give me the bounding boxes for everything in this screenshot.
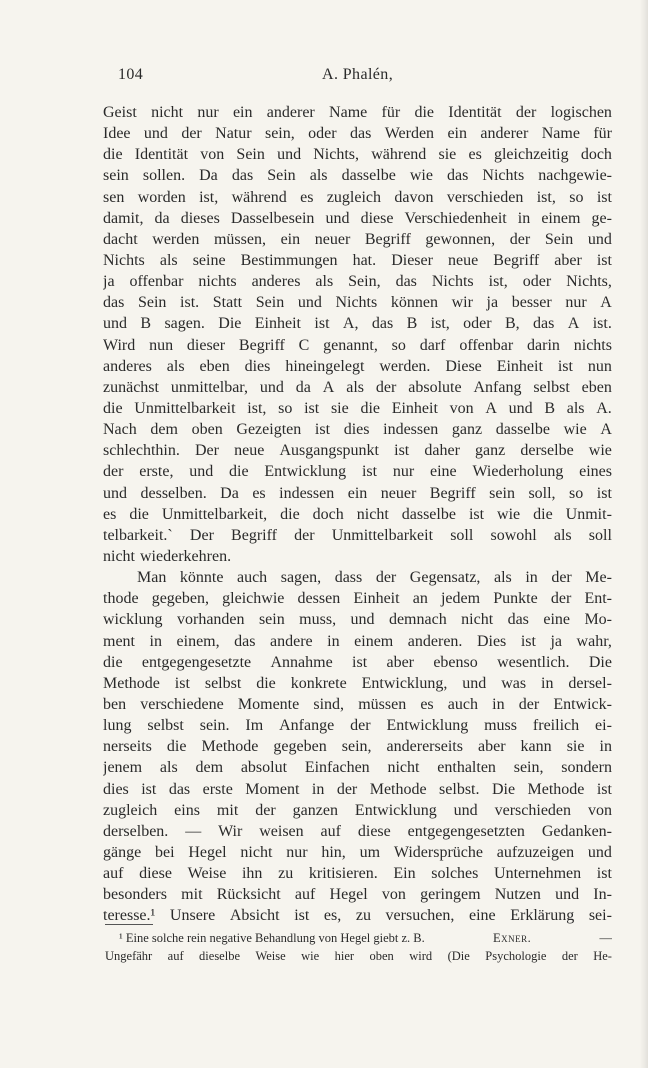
text-line: die Identität von Sein und Nichts, während sie es gleichzeitig doch — [103, 146, 612, 164]
text-line: die entgegengesetzte Annahme ist aber ebenso wesentlich. Die — [103, 653, 612, 671]
text-line: und B sagen. Die Einheit ist A, das B ist, oder B, das A ist. — [103, 315, 612, 333]
text-line: sein sollen. Da das Sein als dasselbe wie das Nichts nachgewie- — [103, 167, 612, 185]
text-line: auf diese Weise ihn zu kritisieren. Ein solches Unternehmen ist — [103, 865, 612, 883]
text-line: nerseits die Methode gegeben sein, andererseits aber kann sie in — [103, 738, 612, 756]
footnote-line: Ungefähr auf dieselbe Weise wie hier oben wird (Die Psychologie der He- — [105, 949, 612, 963]
text-line: ja offenbar nichts anderes als Sein, das Nichts ist, oder Nichts, — [103, 273, 612, 291]
text-line: die Unmittelbarkeit ist, so ist sie die Einheit von A und B als A. — [103, 399, 612, 417]
text-line: jenem als dem absolut Einfachen nicht enthalten sein, sondern — [103, 759, 612, 777]
text-line: teresse.¹ Unsere Absicht ist es, zu versuchen, eine Erklärung sei- — [103, 907, 612, 925]
text-line: wicklung vorhanden sein muss, und demnach nicht das eine Mo- — [103, 611, 612, 629]
text-line: Nichts als seine Bestimmungen hat. Dieser neue Begriff aber ist — [103, 251, 612, 269]
text-line: derselben. — Wir weisen auf diese entgegengesetzten Gedanken- — [103, 822, 612, 840]
text-line: sen worden ist, während es zugleich davon verschieden ist, so ist — [103, 188, 612, 206]
text-line: Man könnte auch sagen, dass der Gegensatz, als in der Me- — [137, 569, 612, 587]
text-line: besonders mit Rücksicht auf Hegel von geringem Nutzen und In- — [103, 886, 612, 904]
footnote-dash: — — [599, 931, 612, 945]
main-text — [103, 102, 612, 926]
text-line: Wird nun dieser Begriff C genannt, so darf offenbar darin nichts — [103, 336, 612, 354]
page-edge-shadow — [640, 0, 648, 1068]
text-line: damit, da dieses Dasselbesein und diese Verschiedenheit in einem ge- — [103, 209, 612, 227]
text-line: ment in einem, das andere in einem anderen. Dies ist ja wahr, — [103, 632, 612, 650]
footnote-author-name: Exner. — [492, 931, 532, 945]
page-number: 104 — [118, 66, 144, 83]
text-line: gänge bei Hegel nicht nur hin, um Widersprüche aufzuzeigen und — [103, 843, 612, 861]
text-line: und desselben. Da es indessen ein neuer Begriff sein soll, so ist — [103, 484, 612, 502]
footnote-rule — [105, 924, 153, 925]
text-line: zugleich eins mit der ganzen Entwicklung und verschieden von — [103, 801, 612, 819]
text-line: Geist nicht nur ein anderer Name für die Identität der logischen — [103, 104, 612, 121]
text-line: dies ist das erste Moment in der Methode selbst. Die Methode ist — [103, 780, 612, 798]
text-line: nicht wiederkehren. — [103, 547, 232, 565]
text-line: telbarkeit.` Der Begriff der Unmittelbarkeit soll sowohl als soll — [103, 526, 612, 544]
footnote-text: ¹ Eine solche rein negative Behandlung von Hegel giebt z. B. — [119, 931, 425, 945]
text-line: der erste, und die Entwicklung ist nur eine Wiederholung eines — [103, 463, 612, 481]
text-line: ben verschiedene Momente sind, müssen es auch in der Entwick- — [103, 695, 612, 713]
text-line: zunächst unmittelbar, und da A als der absolute Anfang selbst eben — [103, 378, 612, 396]
footnote-line — [105, 929, 612, 947]
text-line: Nach dem oben Gezeigten ist dies indessen ganz dasselbe wie A — [103, 421, 612, 439]
running-header — [118, 66, 612, 90]
text-line: thode gegeben, gleichwie dessen Einheit an jedem Punkte der Ent- — [103, 590, 612, 608]
text-line: anderes als eben dies hineingelegt werden. Diese Einheit ist nun — [103, 357, 612, 375]
text-line: schlechthin. Der neue Ausgangspunkt ist daher ganz derselbe wie — [103, 442, 612, 460]
running-title: A. Phalén, — [322, 66, 394, 83]
text-line: Methode ist selbst die konkrete Entwicklung, und was in dersel- — [103, 674, 612, 692]
text-line: lung selbst sein. Im Anfange der Entwicklung muss freilich ei- — [103, 717, 612, 735]
text-line: Idee und der Natur sein, oder das Werden ein anderer Name für — [103, 125, 612, 143]
text-line: dacht werden müssen, ein neuer Begriff gewonnen, der Sein und — [103, 230, 612, 248]
text-line: das Sein ist. Statt Sein und Nichts können wir ja besser nur A — [103, 294, 612, 312]
footnote — [105, 929, 612, 965]
text-line: es die Unmittelbarkeit, die doch nicht dasselbe ist wie die Unmit- — [103, 505, 612, 523]
